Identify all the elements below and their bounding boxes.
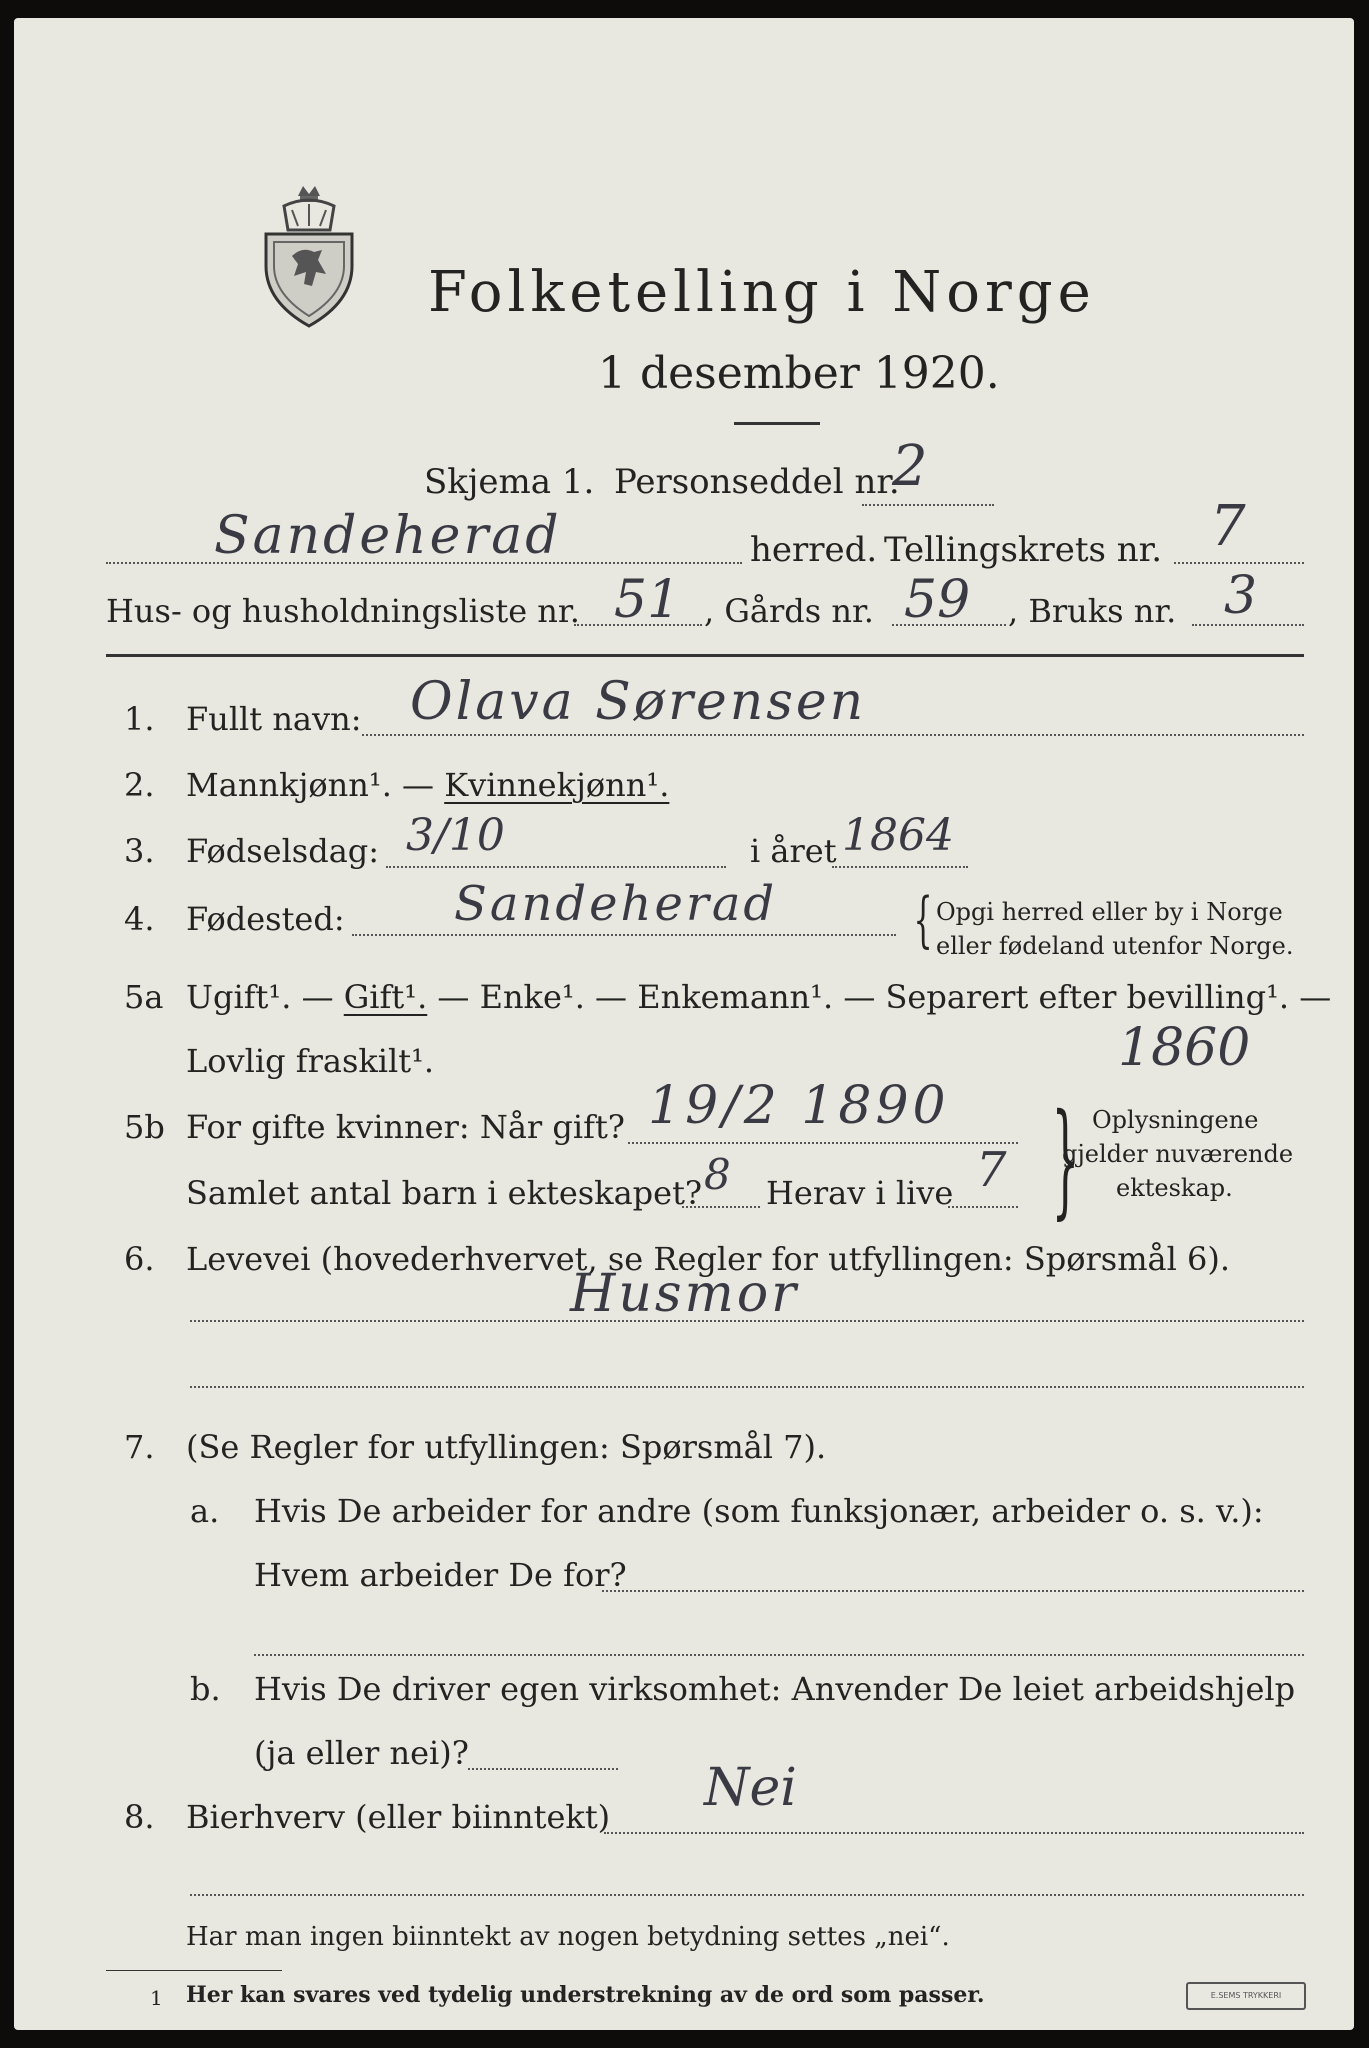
sex-male-option[interactable] — [186, 766, 669, 804]
hus-label: Hus- og husholdningsliste nr. — [106, 592, 580, 630]
children-total-field[interactable] — [682, 1206, 760, 1208]
marriage-note-1: Oplysningene — [1092, 1106, 1259, 1134]
q8-label: Bierhverv (eller biinntekt) — [186, 1798, 611, 1836]
footnote-mark: 1 — [150, 1986, 163, 2010]
footnote-rule — [106, 1970, 282, 1971]
birthplace-note-2: eller fødeland utenfor Norge. — [936, 932, 1294, 960]
status-separator: — — [291, 978, 344, 1016]
occupation-value: Husmor — [570, 1264, 799, 1324]
side-income-field-2[interactable] — [190, 1894, 1304, 1896]
printer-stamp-text: E.SEMS TRYKKERI — [1210, 1991, 1282, 2000]
q5a-number: 5a — [124, 978, 164, 1016]
birthplace-note-1: Opgi herred eller by i Norge — [936, 898, 1283, 926]
status-lovlig-fraskilt[interactable]: Lovlig fraskilt¹. — [186, 1042, 435, 1080]
sex-female-option[interactable]: Kvinnekjønn¹. — [444, 766, 670, 804]
q7b-letter: b. — [190, 1670, 221, 1708]
sex-separator: — — [391, 766, 445, 804]
header-separator — [106, 654, 1304, 657]
q8-number: 8. — [124, 1798, 155, 1836]
q7a-letter: a. — [190, 1492, 220, 1530]
birthplace-field[interactable] — [352, 934, 896, 936]
full-name-value: Olava Sørensen — [410, 672, 867, 732]
q6-number: 6. — [124, 1240, 155, 1278]
personseddel-field[interactable] — [862, 504, 994, 506]
q2-number: 2. — [124, 766, 155, 804]
birthday-value: 3/10 — [406, 810, 505, 861]
birthplace-brace: { — [913, 885, 933, 955]
children-alive-field[interactable] — [948, 1206, 1018, 1208]
married-date-value: 19/2 1890 — [648, 1076, 950, 1136]
hus-nr-value: 51 — [614, 570, 681, 630]
employer-field-1[interactable] — [602, 1590, 1304, 1592]
marital-extra-year: 1860 — [1118, 1018, 1251, 1078]
marriage-note-2: gjelder nuværende — [1062, 1140, 1294, 1168]
census-form-sheet — [14, 18, 1354, 2030]
birthplace-value: Sandeherad — [454, 876, 778, 932]
footnote-text: Her kan svares ved tydelig understrekning av de ord som passer. — [186, 1982, 985, 2008]
herred-label: herred. — [750, 530, 878, 570]
marriage-note-brace: } — [1051, 1088, 1080, 1232]
side-income-note: Har man ingen biinntekt av nogen betydning settes „nei“. — [186, 1922, 950, 1952]
side-income-value: Nei — [704, 1758, 797, 1818]
employer-field-2[interactable] — [254, 1654, 1304, 1656]
children-total-label: Samlet antal barn i ekteskapet? — [186, 1174, 703, 1212]
q3-number: 3. — [124, 832, 155, 870]
bruks-nr-value: 3 — [1224, 566, 1258, 626]
gards-nr-value: 59 — [904, 570, 971, 630]
census-date: 1 desember 1920. — [598, 348, 1000, 399]
q1-label: Fullt navn: — [186, 700, 362, 738]
form-title: Folketelling i Norge — [428, 260, 1096, 325]
q7a-text: Hvis De arbeider for andre (som funksjonær, arbeider o. s. v.): — [254, 1492, 1264, 1530]
q3-label: Fødselsdag: — [186, 832, 380, 870]
marriage-note-3: ekteskap. — [1116, 1174, 1233, 1202]
occupation-field-2[interactable] — [190, 1386, 1304, 1388]
q4-label: Fødested: — [186, 900, 345, 938]
personseddel-nr-value: 2 — [892, 434, 928, 499]
sex-male-label: Mannkjønn¹. — [186, 766, 392, 804]
tellingskrets-label: Tellingskrets nr. — [884, 530, 1163, 570]
q7-number: 7. — [124, 1428, 155, 1466]
children-alive-value: 7 — [976, 1142, 1007, 1198]
status-gift[interactable]: Gift¹. — [343, 978, 428, 1016]
birth-year-label: i året — [750, 832, 837, 870]
tellingskrets-field[interactable] — [1174, 562, 1304, 564]
birth-year-value: 1864 — [842, 810, 954, 861]
q4-number: 4. — [124, 900, 155, 938]
birth-year-field[interactable] — [832, 866, 968, 868]
married-date-field[interactable] — [628, 1142, 1018, 1144]
side-income-field-1[interactable] — [604, 1832, 1304, 1834]
q7b-question: (ja eller nei)? — [254, 1734, 469, 1772]
q6-label: Levevei (hovederhvervet, se Regler for utfyllingen: Spørsmål 6). — [186, 1240, 1231, 1278]
q1-number: 1. — [124, 700, 155, 738]
title-divider — [734, 422, 820, 425]
q7-label: (Se Regler for utfyllingen: Spørsmål 7). — [186, 1428, 827, 1466]
tellingskrets-nr-value: 7 — [1210, 494, 1246, 559]
birthday-field[interactable] — [386, 866, 726, 868]
full-name-field[interactable] — [362, 734, 1304, 736]
coat-of-arms-icon — [258, 186, 360, 328]
q7b-text: Hvis De driver egen virksomhet: Anvender De leiet arbeidshjelp — [254, 1670, 1296, 1708]
status-ugift[interactable]: Ugift¹. — [186, 978, 292, 1016]
status-rest[interactable]: — Enke¹. — Enkemann¹. — Separert efter bevilling¹. — — [427, 978, 1332, 1016]
skjema-label: Skjema 1. — [424, 462, 595, 502]
marital-status-options[interactable] — [186, 978, 1331, 1016]
printer-stamp — [1186, 1982, 1306, 2010]
bruks-label: , Bruks nr. — [1008, 592, 1177, 630]
children-total-value: 8 — [704, 1150, 731, 1199]
children-alive-label: Herav i live — [766, 1174, 954, 1212]
personseddel-label: Personseddel nr. — [614, 462, 900, 502]
hired-help-field[interactable] — [468, 1768, 618, 1770]
q5b-label: For gifte kvinner: Når gift? — [186, 1108, 625, 1146]
q5b-number: 5b — [124, 1108, 165, 1146]
herred-value: Sandeherad — [214, 506, 562, 566]
q7a-question: Hvem arbeider De for? — [254, 1556, 627, 1594]
gards-label: , Gårds nr. — [704, 592, 874, 630]
